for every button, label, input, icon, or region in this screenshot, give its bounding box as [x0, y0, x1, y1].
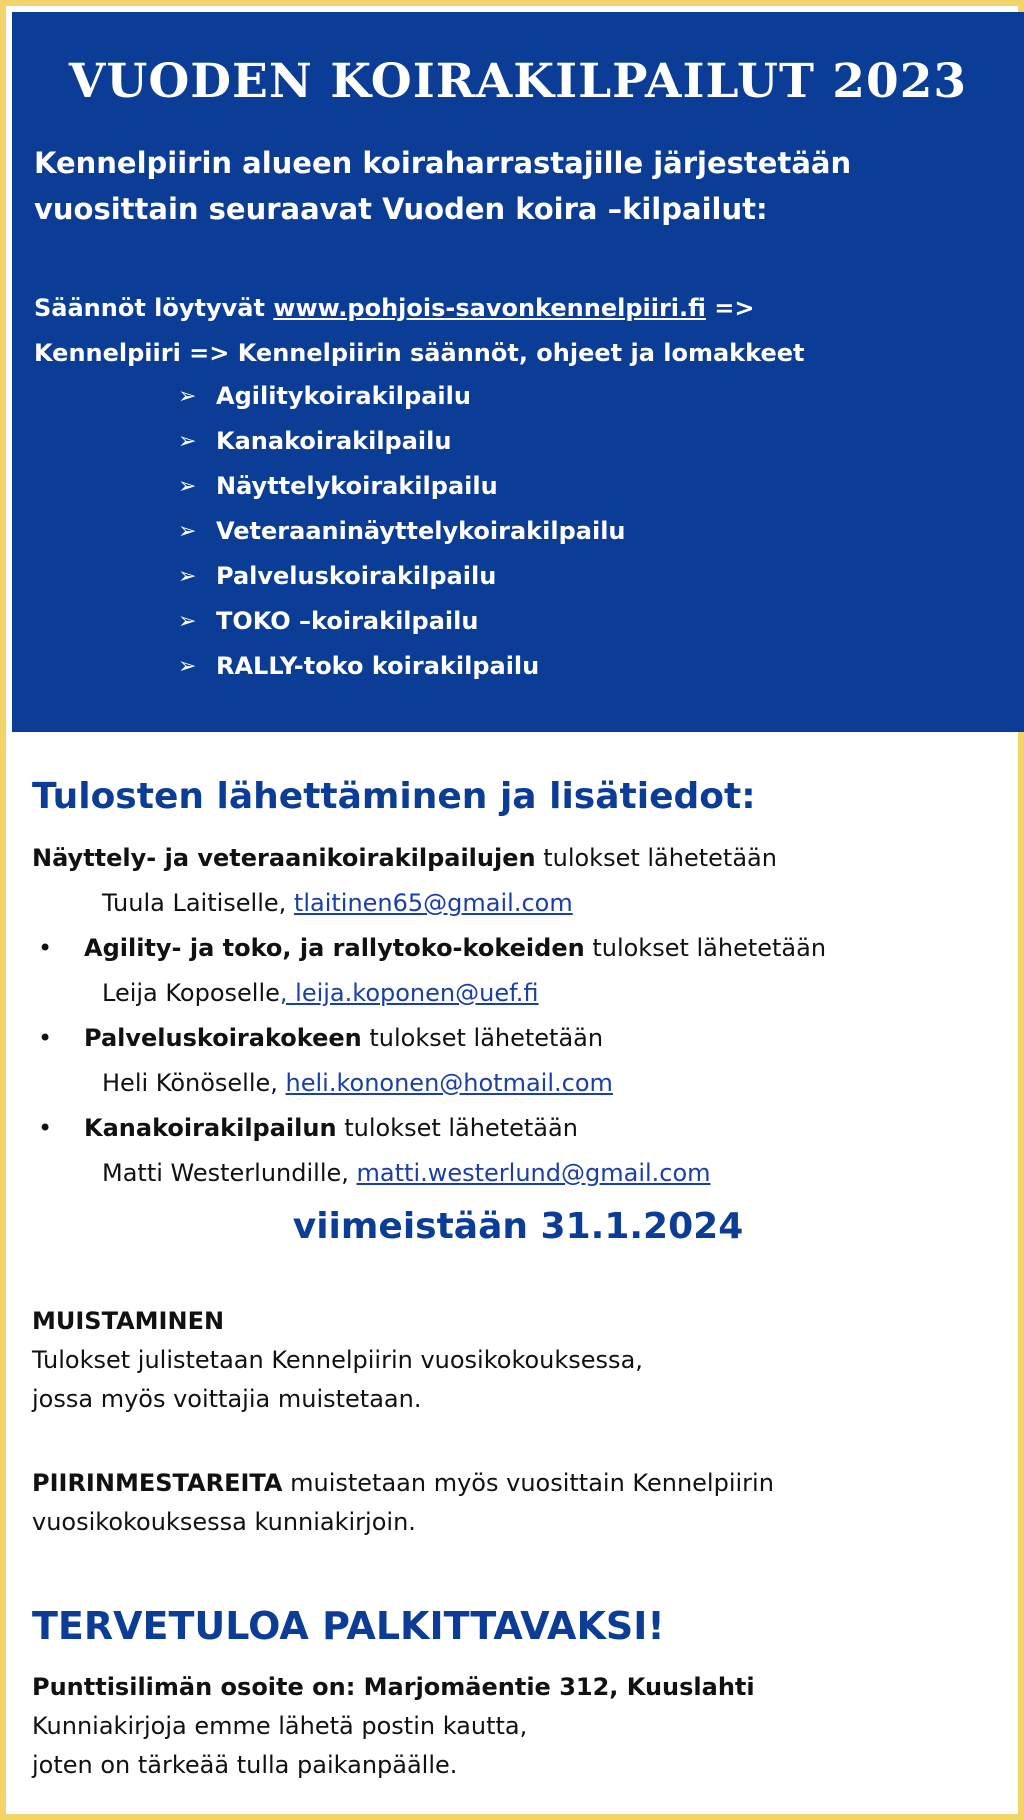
- arrow-bullet-icon: ➢: [178, 609, 197, 634]
- memorial-line: Tulokset julistetaan Kennelpiirin vuosikokouksessa,: [32, 1346, 643, 1374]
- results-list: [32, 836, 826, 1196]
- competition-item: [178, 464, 626, 509]
- recipient-name: Heli Könöselle,: [102, 1069, 286, 1097]
- address-line: Punttisilimän osoite on: Marjomäentie 312, Kuuslahti: [32, 1673, 755, 1701]
- result-recipient: [32, 1151, 826, 1196]
- champions-line: vuosikokouksessa kunniakirjoin.: [32, 1508, 416, 1536]
- rules-path: Kennelpiiri => Kennelpiirin säännöt, ohjeet ja lomakkeet: [34, 339, 805, 367]
- recipient-name: Leija Koposelle: [102, 979, 280, 1007]
- email-link[interactable]: matti.westerlund@gmail.com: [356, 1159, 711, 1187]
- recipient-name: Matti Westerlundille,: [102, 1159, 357, 1187]
- intro-line: Kennelpiirin alueen koiraharrastajille järjestetään: [34, 146, 852, 180]
- memorial-section: [32, 1302, 643, 1419]
- bullet-icon: •: [38, 934, 53, 962]
- intro-line: vuosittain seuraavat Vuoden koira –kilpailut:: [34, 192, 768, 226]
- arrow-bullet-icon: ➢: [178, 654, 197, 679]
- competition-label: Näyttelykoirakilpailu: [216, 472, 498, 500]
- welcome-heading: TERVETULOA PALKITTAVAKSI!: [32, 1604, 665, 1648]
- bullet-icon: •: [38, 1024, 53, 1052]
- competition-label: Kanakoirakilpailu: [216, 427, 452, 455]
- result-recipient: [32, 1061, 826, 1106]
- champions-line: [32, 1464, 774, 1503]
- result-category: Agility- ja toko, ja rallytoko-kokeiden: [84, 934, 585, 962]
- arrow-bullet-icon: ➢: [178, 384, 197, 409]
- competition-item: [178, 599, 626, 644]
- page-title: VUODEN KOIRAKILPAILUT 2023: [68, 54, 968, 109]
- result-item-heading: [32, 836, 826, 881]
- memorial-heading: MUISTAMINEN: [32, 1307, 225, 1335]
- competition-item: [178, 419, 626, 464]
- result-recipient: [32, 881, 826, 926]
- competition-item: [178, 644, 626, 689]
- result-category: Näyttely- ja veteraanikoirakilpailujen: [32, 844, 536, 872]
- bullet-icon: •: [38, 1114, 53, 1142]
- competition-label: RALLY-toko koirakilpailu: [216, 652, 540, 680]
- result-item-heading: [32, 926, 826, 971]
- competition-list: [178, 374, 626, 689]
- competition-item: [178, 374, 626, 419]
- result-text: tulokset lähetetään: [535, 844, 777, 872]
- rules-prefix: Säännöt löytyvät: [34, 294, 274, 322]
- email-link[interactable]: , leija.koponen@uef.fi: [279, 979, 539, 1007]
- welcome-line: Kunniakirjoja emme lähetä postin kautta,: [32, 1712, 528, 1740]
- arrow-bullet-icon: ➢: [178, 429, 197, 454]
- email-link[interactable]: heli.kononen@hotmail.com: [285, 1069, 613, 1097]
- result-category: Palveluskoirakokeen: [84, 1024, 362, 1052]
- rules-line: [34, 286, 804, 331]
- arrow-bullet-icon: ➢: [178, 519, 197, 544]
- welcome-section: [32, 1668, 755, 1785]
- competition-label: Agilitykoirakilpailu: [216, 382, 471, 410]
- rules-text: [34, 286, 804, 376]
- arrow-bullet-icon: ➢: [178, 564, 197, 589]
- email-link[interactable]: tlaitinen65@gmail.com: [293, 889, 573, 917]
- intro-text: [34, 140, 851, 232]
- result-category: Kanakoirakilpailun: [84, 1114, 337, 1142]
- result-text: tulokset lähetetään: [336, 1114, 578, 1142]
- competition-label: TOKO –koirakilpailu: [216, 607, 479, 635]
- competition-label: Veteraaninäyttelykoirakilpailu: [216, 517, 626, 545]
- memorial-line: jossa myös voittajia muistetaan.: [32, 1385, 422, 1413]
- result-item-heading: [32, 1016, 826, 1061]
- rules-link[interactable]: www.pohjois-savonkennelpiiri.fi: [273, 294, 706, 322]
- result-text: tulokset lähetetään: [361, 1024, 604, 1052]
- header-panel: [12, 12, 1024, 732]
- champions-text: muistetaan myös vuosittain Kennelpiirin: [282, 1469, 774, 1497]
- champions-section: [32, 1464, 774, 1542]
- competition-item: [178, 554, 626, 599]
- rules-suffix: =>: [705, 294, 755, 322]
- arrow-bullet-icon: ➢: [178, 474, 197, 499]
- result-text: tulokset lähetetään: [584, 934, 827, 962]
- recipient-name: Tuula Laitiselle,: [102, 889, 294, 917]
- result-recipient: [32, 971, 826, 1016]
- competition-item: [178, 509, 626, 554]
- champions-label: PIIRINMESTAREITA: [32, 1469, 283, 1497]
- welcome-line: joten on tärkeää tulla paikanpäälle.: [32, 1751, 458, 1779]
- result-item-heading: [32, 1106, 826, 1151]
- results-heading: Tulosten lähettäminen ja lisätiedot:: [32, 776, 756, 817]
- deadline: viimeistään 31.1.2024: [292, 1206, 744, 1247]
- competition-label: Palveluskoirakilpailu: [216, 562, 497, 590]
